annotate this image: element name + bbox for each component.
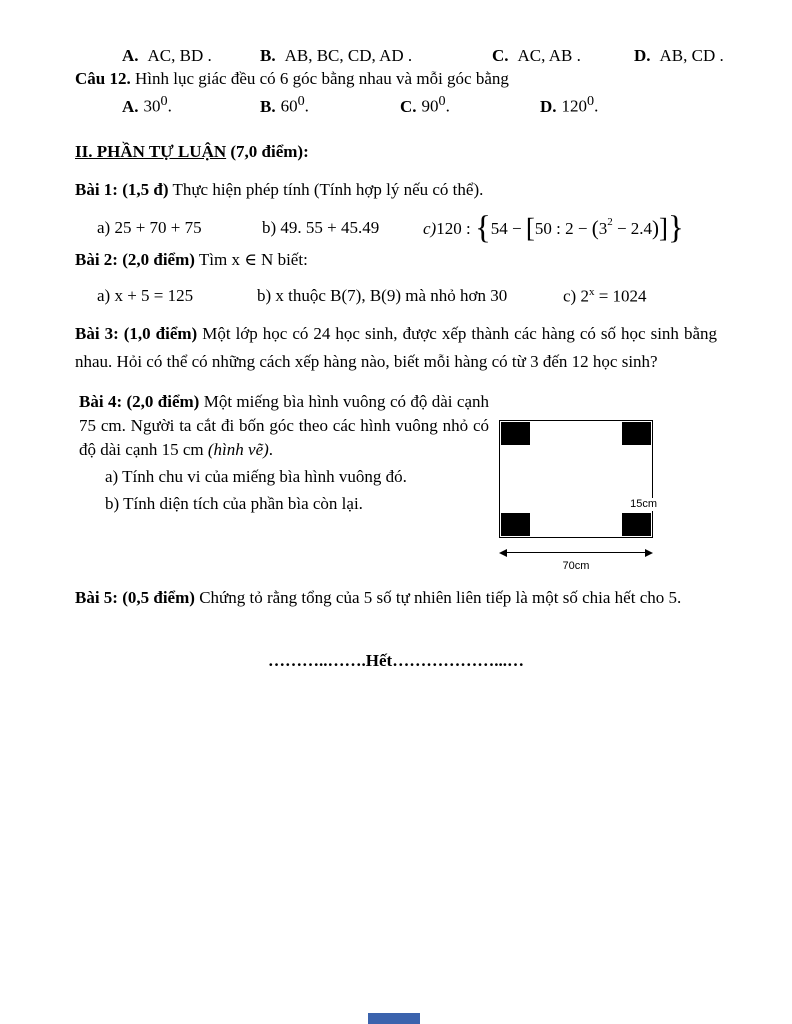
q11-option-b (260, 46, 412, 66)
bai4-label: Bài 4: (2,0 điểm) (79, 392, 200, 411)
q11-option-c (492, 46, 581, 66)
option-period: . (304, 96, 309, 116)
bai2-label: Bài 2: (2,0 điểm) (75, 250, 195, 269)
q12-option-b (260, 93, 309, 117)
bai2-item-a: a) x + 5 = 125 (97, 286, 194, 305)
bai5-statement (75, 588, 717, 613)
bai4-period: . (268, 440, 274, 459)
option-text: AC, BD . (147, 46, 212, 65)
bai4-figure (499, 420, 657, 572)
degree-superscript: 0 (160, 93, 168, 109)
arrowhead-right-icon (645, 549, 653, 557)
left-paren: ( (591, 215, 599, 240)
option-value: 90 (421, 96, 439, 116)
item-c-post: = 1024 (594, 286, 647, 306)
section-2-points: (7,0 điểm): (226, 142, 309, 161)
bai1-text: Thực hiện phép tính (Tính hợp lý nếu có thể). (168, 180, 484, 199)
q12-options-row (75, 93, 717, 116)
bai1-item-b: b) 49. 55 + 45.49 (262, 218, 380, 237)
arrow-line (507, 552, 645, 553)
q11-option-d (634, 46, 724, 66)
q12-option-a (122, 93, 172, 117)
corner-square-bottom-right (622, 513, 651, 536)
bai3-label: Bài 3: (1,0 điểm) (75, 324, 198, 343)
bai1-label: Bài 1: (1,5 đ) (75, 180, 169, 199)
expr-part: 54 − (490, 218, 526, 238)
right-brace: } (668, 209, 684, 246)
section-2-title: II. PHẦN TỰ LUẬN (75, 142, 227, 161)
end-of-exam-line: ………..…….Hết………………...… (268, 651, 524, 670)
bai2-item-b: b) x thuộc B(7), B(9) mà nhỏ hơn 30 (257, 286, 508, 305)
degree-superscript: 0 (438, 93, 446, 109)
item-c-pre: c) 2 (563, 286, 589, 306)
expr-part: 120 : (436, 218, 475, 238)
bai2-item-c (563, 286, 647, 307)
option-letter: B. (260, 96, 276, 116)
degree-superscript: 0 (587, 93, 595, 109)
partial-bottom-graphic (368, 1013, 420, 1024)
right-paren: ) (652, 215, 660, 240)
left-bracket: [ (525, 212, 535, 243)
bai1-items-row (75, 208, 717, 248)
bai4-block (75, 390, 717, 572)
degree-superscript: 0 (297, 93, 305, 109)
right-bracket: ] (659, 212, 669, 243)
bai4-text-column (75, 390, 489, 572)
option-letter: B. (260, 46, 276, 65)
option-letter: C. (492, 46, 509, 65)
left-brace: { (474, 209, 491, 246)
bai4-item-a: a) Tính chu vi của miếng bìa hình vuông đó. (105, 467, 407, 486)
bai3-text: Một lớp học có 24 học sinh, được xếp thành các hàng có số học sinh bằng nhau. Hỏi có thể có những cách xếp hàng nào, biết mỗi hàng có từ 3 đến 12 học sinh? (75, 324, 717, 371)
bai1-item-c-expression (423, 210, 684, 246)
option-text: AC, AB . (517, 46, 581, 65)
option-text: AB, BC, CD, AD . (284, 46, 413, 65)
corner-square-top-right (622, 422, 651, 445)
option-value: 120 (561, 96, 588, 116)
q12-option-c (400, 93, 450, 117)
figure-side-length-label: 15cm (630, 498, 657, 510)
q11-options-row (75, 46, 724, 69)
arrowhead-left-icon (499, 549, 507, 557)
option-period: . (594, 96, 599, 116)
q11-option-a (122, 46, 212, 66)
option-value: 30 (143, 96, 161, 116)
figure-bottom-length-label: 70cm (562, 560, 590, 572)
q12-stem: Hình lục giác đều có 6 góc bằng nhau và mỗi góc bằng (130, 69, 509, 88)
expr-part: − 2.4 (612, 218, 653, 238)
bai4-text: Một miếng bìa hình vuông có độ dài cạnh 75 cm. Người ta cắt đi bốn góc theo các hình vuông nhỏ có độ dài cạnh 15 cm (79, 392, 489, 459)
figure-rectangle (499, 420, 657, 538)
bai4-statement (79, 390, 489, 462)
q12-label: Câu 12. (75, 69, 131, 88)
q12-option-d (540, 93, 598, 117)
corner-square-top-left (501, 422, 530, 445)
bai2-statement (75, 250, 717, 274)
option-letter: D. (634, 46, 651, 65)
option-value: 60 (280, 96, 298, 116)
bai2-text: Tìm x ∈ N biết: (194, 250, 308, 269)
q12-stem-line (75, 69, 717, 93)
exponent: 2 (607, 215, 613, 228)
bai4-italic-note: (hình vẽ) (207, 440, 269, 459)
bai5-label: Bài 5: (0,5 điểm) (75, 588, 195, 607)
option-letter: C. (400, 96, 417, 116)
option-letter: D. (540, 96, 557, 116)
figure-width-arrow (499, 548, 653, 557)
bai1-item-a: a) 25 + 70 + 75 (97, 218, 202, 237)
option-period: . (445, 96, 450, 116)
option-text: AB, CD . (659, 46, 724, 65)
bai5-text: Chứng tỏ rằng tổng của 5 số tự nhiên liên tiếp là một số chia hết cho 5. (194, 588, 682, 607)
item-c-label: c) (423, 218, 437, 238)
option-period: . (167, 96, 172, 116)
option-letter: A. (122, 96, 139, 116)
option-letter: A. (122, 46, 139, 65)
exponent-x: x (588, 286, 595, 298)
expr-base: 3 (598, 218, 608, 238)
bai1-statement (75, 180, 717, 204)
bai3-statement (75, 320, 717, 376)
bai2-items-row (75, 286, 717, 310)
corner-square-bottom-left (501, 513, 530, 536)
section-2-heading (75, 142, 717, 168)
expr-part: 50 : 2 − (534, 218, 592, 238)
bai4-item-b: b) Tính diện tích của phần bìa còn lại. (105, 494, 363, 513)
